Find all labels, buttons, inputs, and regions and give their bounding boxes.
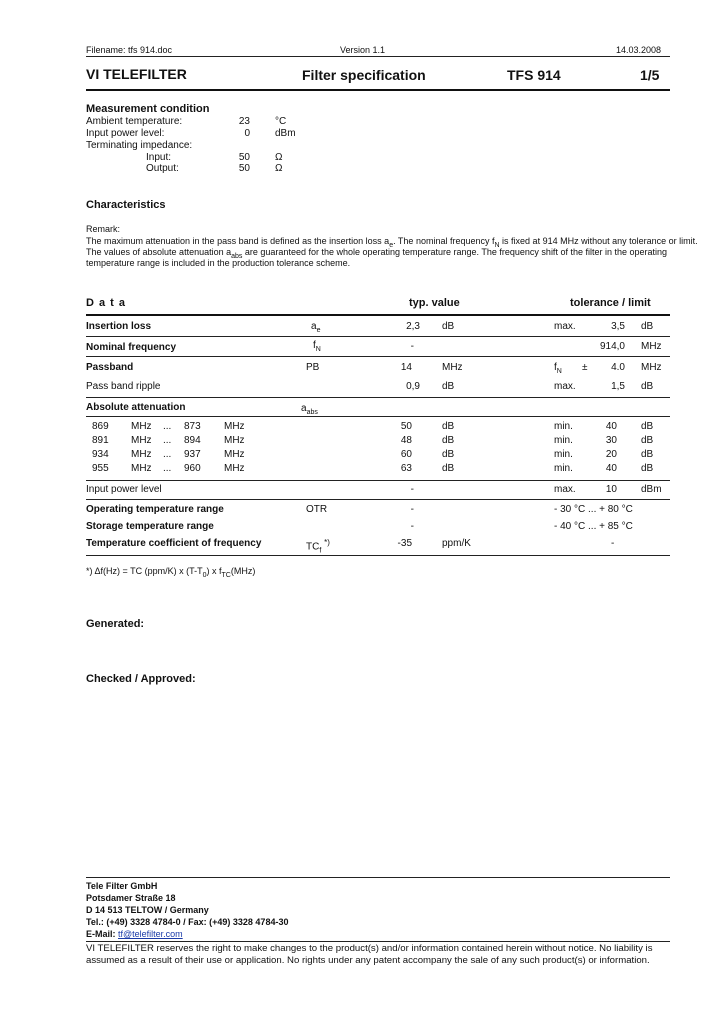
input-power-label: Input power level: bbox=[86, 128, 165, 139]
footnote-b: ) x f bbox=[206, 566, 222, 576]
impedance-input-unit: Ω bbox=[275, 152, 283, 163]
remark-label: Remark: bbox=[86, 224, 121, 234]
doc-title: Filter specification bbox=[302, 67, 426, 83]
row-rule bbox=[86, 499, 670, 500]
remark-line-2a: The values of absolute attenuation a bbox=[86, 247, 232, 257]
footer-email-link[interactable]: tf@telefilter.com bbox=[118, 929, 183, 939]
impedance-input-label: Input: bbox=[146, 152, 172, 163]
nominal-freq-sym-sub: N bbox=[315, 346, 321, 353]
ripple-label: Pass band ripple bbox=[86, 381, 161, 392]
abs-att-sym-sub: abs bbox=[306, 409, 318, 416]
insertion-loss-symbol bbox=[311, 321, 320, 334]
footer-email-line bbox=[86, 929, 183, 939]
logo bbox=[86, 66, 187, 82]
impedance-output-unit: Ω bbox=[275, 163, 283, 174]
otr-typ: - bbox=[410, 504, 414, 515]
remark-line-1a: The maximum attenuation in the pass band is defined as the insertion loss a bbox=[86, 236, 390, 246]
att-row-3-u1: MHz bbox=[131, 463, 152, 474]
checked-label: Checked / Approved: bbox=[86, 673, 196, 685]
att-row-1-u2: MHz bbox=[224, 435, 245, 446]
insertion-loss-typ: 2,3 bbox=[406, 321, 420, 332]
tc-typ-unit: ppm/K bbox=[442, 538, 471, 549]
input-power-lim: max. bbox=[554, 484, 576, 495]
footer-email-label: E-Mail: bbox=[86, 929, 119, 939]
input-power-value: 0 bbox=[244, 128, 250, 139]
att-row-1-dots: ... bbox=[163, 435, 172, 446]
ambient-unit: °C bbox=[275, 116, 287, 127]
typ-value-label: typ. value bbox=[409, 297, 460, 309]
passband-label: Passband bbox=[86, 362, 134, 373]
att-row-2-lim: min. bbox=[554, 449, 573, 460]
ripple-typ: 0,9 bbox=[406, 381, 420, 392]
att-row-3-lim-unit: dB bbox=[641, 463, 654, 474]
footer-company: Tele Filter GmbH bbox=[86, 881, 158, 891]
att-row-0-lim: min. bbox=[554, 421, 573, 432]
impedance-input-value: 50 bbox=[238, 152, 250, 163]
row-rule bbox=[86, 416, 670, 417]
input-power-unit: dBm bbox=[275, 128, 296, 139]
passband-typ: 14 bbox=[400, 362, 412, 373]
att-row-3-dots: ... bbox=[163, 463, 172, 474]
att-row-0-dots: ... bbox=[163, 421, 172, 432]
footer-notice-1: VI TELEFILTER reserves the right to make changes to the product(s) and/or information contained herein without notice. No liability is bbox=[86, 943, 653, 954]
passband-lim-val: 4.0 bbox=[611, 362, 625, 373]
remark-line-3: temperature range is included in the production tolerance scheme. bbox=[86, 258, 351, 268]
input-power-lim-val: 10 bbox=[605, 484, 617, 495]
title-rule bbox=[86, 89, 670, 91]
att-row-2-u1: MHz bbox=[131, 449, 152, 460]
att-row-1-f1: 891 bbox=[92, 435, 109, 446]
att-row-1-typ: 48 bbox=[400, 435, 412, 446]
nominal-freq-lim-unit: MHz bbox=[641, 341, 662, 352]
att-row-2-lim-val: 20 bbox=[605, 449, 617, 460]
table-bottom-rule bbox=[86, 555, 670, 556]
insertion-loss-sym-sub: e bbox=[316, 327, 321, 334]
characteristics-title: Characteristics bbox=[86, 199, 166, 211]
ambient-label: Ambient temperature: bbox=[86, 116, 183, 127]
row-rule bbox=[86, 397, 670, 398]
data-label: D a t a bbox=[86, 297, 127, 309]
att-row-3-f2: 960 bbox=[184, 463, 201, 474]
att-row-0-f2: 873 bbox=[184, 421, 201, 432]
input-power-lim-unit: dBm bbox=[641, 484, 662, 495]
otr-symbol: OTR bbox=[306, 504, 328, 515]
footnote-c: (MHz) bbox=[230, 566, 256, 576]
passband-lim-sym: f bbox=[554, 362, 557, 373]
remark-line-1-sub2: N bbox=[494, 241, 500, 249]
att-row-0-typ-unit: dB bbox=[442, 421, 455, 432]
att-row-2-lim-unit: dB bbox=[641, 449, 654, 460]
att-row-2-dots: ... bbox=[163, 449, 172, 460]
insertion-loss-label: Insertion loss bbox=[86, 321, 152, 332]
passband-pm: ± bbox=[582, 362, 588, 373]
insertion-loss-lim-unit: dB bbox=[641, 321, 654, 332]
ripple-lim-unit: dB bbox=[641, 381, 654, 392]
att-row-0-f1: 869 bbox=[92, 421, 109, 432]
att-row-2-f1: 934 bbox=[92, 449, 109, 460]
footer-phone: Tel.: (+49) 3328 4784-0 / Fax: (+49) 3328 4784-30 bbox=[86, 917, 289, 927]
row-rule bbox=[86, 336, 670, 337]
footer-street: Potsdamer Straße 18 bbox=[86, 893, 176, 903]
att-row-3-u2: MHz bbox=[224, 463, 245, 474]
otr-range: - 30 °C ... + 80 °C bbox=[554, 504, 633, 515]
impedance-output-label: Output: bbox=[146, 163, 179, 174]
tc-typ: -35 bbox=[397, 538, 412, 549]
att-row-3-f1: 955 bbox=[92, 463, 109, 474]
att-row-1-u1: MHz bbox=[131, 435, 152, 446]
att-row-3-lim-val: 40 bbox=[605, 463, 617, 474]
tc-symbol bbox=[306, 538, 330, 554]
ripple-typ-unit: dB bbox=[442, 381, 455, 392]
date: 14.03.2008 bbox=[616, 45, 662, 55]
storage-label: Storage temperature range bbox=[86, 521, 214, 532]
page-number: 1/5 bbox=[640, 67, 660, 83]
att-row-0-u1: MHz bbox=[131, 421, 152, 432]
remark-line-2b: are guaranteed for the whole operating temperature range. The frequency shift of the filter in the operating bbox=[242, 247, 668, 257]
footer-rule-2 bbox=[86, 941, 670, 942]
att-row-3-typ-unit: dB bbox=[442, 463, 455, 474]
att-row-3-lim: min. bbox=[554, 463, 573, 474]
nominal-freq-label: Nominal frequency bbox=[86, 342, 177, 353]
footer-notice-2: assumed as a result of their use or application. No rights under any patent accompany the sale of any such product(s) or information. bbox=[86, 955, 650, 966]
nominal-freq-symbol bbox=[313, 340, 321, 353]
passband-lim-unit: MHz bbox=[641, 362, 662, 373]
table-header-rule bbox=[86, 314, 670, 316]
abs-att-symbol bbox=[301, 403, 318, 416]
logo-text: TELEFILTER bbox=[103, 66, 187, 82]
footnote-sub1: 0 bbox=[202, 571, 207, 579]
header-rule bbox=[86, 56, 670, 57]
ambient-value: 23 bbox=[238, 116, 250, 127]
version: Version 1.1 bbox=[340, 45, 386, 55]
terminating-label: Terminating impedance: bbox=[86, 140, 193, 151]
logo-vi: VI bbox=[86, 66, 100, 82]
generated-label: Generated: bbox=[86, 618, 145, 630]
att-row-1-lim-val: 30 bbox=[605, 435, 617, 446]
att-row-1-typ-unit: dB bbox=[442, 435, 455, 446]
storage-range: - 40 °C ... + 85 °C bbox=[554, 521, 633, 532]
remark-line-1c: is fixed at 914 MHz without any tolerance or limit. bbox=[499, 236, 698, 246]
row-rule bbox=[86, 480, 670, 481]
att-row-1-lim-unit: dB bbox=[641, 435, 654, 446]
nominal-freq-sym: f bbox=[313, 340, 316, 351]
att-row-0-typ: 50 bbox=[400, 421, 412, 432]
passband-symbol: PB bbox=[306, 362, 320, 373]
abs-att-label: Absolute attenuation bbox=[86, 402, 186, 413]
passband-lim-sym-sub: N bbox=[556, 368, 562, 375]
nominal-freq-typ: - bbox=[410, 341, 414, 352]
att-row-3-typ: 63 bbox=[400, 463, 412, 474]
att-row-0-lim-val: 40 bbox=[605, 421, 617, 432]
tc-sym-sub: f bbox=[319, 547, 322, 555]
otr-label: Operating temperature range bbox=[86, 504, 224, 515]
footer-rule bbox=[86, 877, 670, 878]
att-row-2-u2: MHz bbox=[224, 449, 245, 460]
tc-label: Temperature coefficient of frequency bbox=[86, 538, 262, 549]
footnote bbox=[86, 566, 255, 579]
ripple-lim: max. bbox=[554, 381, 576, 392]
att-row-2-typ: 60 bbox=[400, 449, 412, 460]
measurement-title: Measurement condition bbox=[86, 103, 210, 115]
tolerance-label: tolerance / limit bbox=[570, 297, 651, 309]
filename: Filename: tfs 914.doc bbox=[86, 45, 173, 55]
att-row-0-u2: MHz bbox=[224, 421, 245, 432]
insertion-loss-sym: a bbox=[311, 321, 317, 332]
tc-lim: - bbox=[611, 538, 615, 549]
ripple-lim-val: 1,5 bbox=[611, 381, 625, 392]
att-row-1-f2: 894 bbox=[184, 435, 201, 446]
footer-city: D 14 513 TELTOW / Germany bbox=[86, 905, 209, 915]
impedance-output-value: 50 bbox=[238, 163, 250, 174]
input-power-typ: - bbox=[410, 484, 414, 495]
row-rule bbox=[86, 356, 670, 357]
att-row-1-lim: min. bbox=[554, 435, 573, 446]
tc-star: *) bbox=[324, 538, 330, 547]
input-power-row-label: Input power level bbox=[86, 484, 162, 495]
att-row-2-f2: 937 bbox=[184, 449, 201, 460]
att-row-0-lim-unit: dB bbox=[641, 421, 654, 432]
remark-line-1-sub: e bbox=[389, 241, 394, 249]
tc-sym: TC bbox=[306, 541, 320, 553]
att-row-2-typ-unit: dB bbox=[442, 449, 455, 460]
insertion-loss-lim: max. bbox=[554, 321, 576, 332]
nominal-freq-lim-val: 914,0 bbox=[599, 341, 625, 352]
insertion-loss-lim-val: 3,5 bbox=[611, 321, 625, 332]
remark-line-1b: . The nominal frequency f bbox=[393, 236, 495, 246]
remark-line-2-sub: abs bbox=[231, 252, 243, 260]
insertion-loss-typ-unit: dB bbox=[442, 321, 455, 332]
passband-typ-unit: MHz bbox=[442, 362, 463, 373]
footnote-sub2: TC bbox=[221, 571, 231, 579]
abs-att-sym: a bbox=[301, 403, 307, 414]
part-number: TFS 914 bbox=[507, 67, 561, 83]
passband-lim-symbol bbox=[554, 362, 562, 375]
storage-typ: - bbox=[410, 521, 414, 532]
footnote-a: *) Δf(Hz) = TC (ppm/K) x (T-T bbox=[86, 566, 203, 576]
